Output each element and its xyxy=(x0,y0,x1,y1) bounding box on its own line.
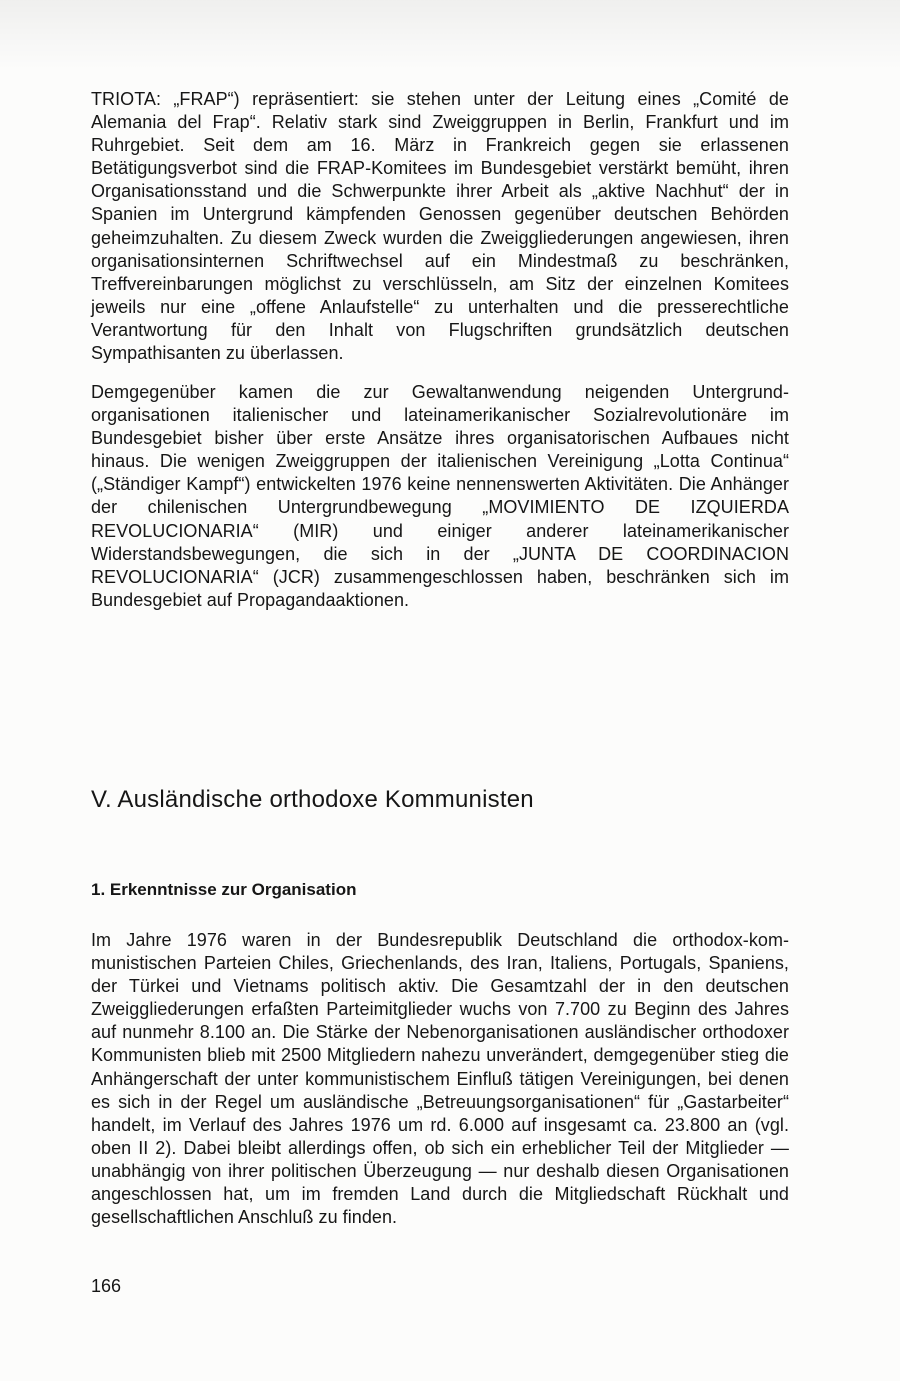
paragraph-underground-organisations: Demgegenüber kamen die zur Gewaltanwendung neigenden Untergrundorganisationen italienischer und lateinamerikanischer Sozialrevolutionäre im Bundesgebiet bisher über erste Ansätze ihres organisatorischen Aufbaues nicht hinaus. Die wenigen Zweiggruppen der italienischen Vereinigung „Lotta Continua“ („Ständiger Kampf“) entwickelten 1976 keine nennenswerten Aktivitäten. Die Anhänger der chilenischen Untergrundbewegung „MOVIMIENTO DE IZQUIERDA REVOLUCIONARIA“ (MIR) und einiger anderer lateinamerikanischer Widerstandsbewegungen, die sich in der „JUNTA DE COORDINACION REVOLUCIONARIA“ (JCR) zusammengeschlossen haben, beschränken sich im Bundesgebiet auf Propagandaaktionen. xyxy=(91,382,789,610)
subsection-heading: 1. Erkenntnisse zur Organisation xyxy=(91,880,357,899)
scan-shadow xyxy=(0,0,900,70)
section-heading: V. Ausländische orthodoxe Kommunisten xyxy=(91,786,534,813)
paragraph-organisation-findings: Im Jahre 1976 waren in der Bundesrepublik Deutschland die orthodox-kommunistischen Parteien Chiles, Griechenlands, des Iran, Italiens, Portugals, Spaniens, der Türkei und Vietnams politisch aktiv. Die Gesamtzahl der in den deutschen Zweiggliederungen erfaßten Parteimitglieder wuchs von 7.700 zu Beginn des Jahres auf nunmehr 8.100 an. Die Stärke der Nebenorganisationen ausländischer orthodoxer Kommunisten blieb mit 2500 Mitgliedern nahezu unverändert, demgegenüber stieg die Anhängerschaft der unter kommunistischem Einfluß tätigen Vereinigungen, bei denen es sich in der Regel um ausländische „Betreuungsorganisationen“ für „Gastarbeiter“ handelt, im Verlauf des Jahres 1976 um rd. 6.000 auf insgesamt ca. 23.800 an (vgl. oben II 2). Dabei bleibt allerdings offen, ob sich ein erheblicher Teil der Mitglieder — unabhängig von ihrer politischen Überzeugung — nur deshalb diesen Organisationen angeschlossen hat, um im fremden Land durch die Mitgliedschaft Rückhalt und gesellschaftlichen Anschluß zu finden. xyxy=(91,930,789,1228)
page-number: 166 xyxy=(91,1276,122,1296)
paragraph-frap: TRIOTA: „FRAP“) repräsentiert: sie stehen unter der Leitung eines „Comité de Alemania del Frap“. Relativ stark sind Zweiggruppen in Berlin, Frankfurt und im Ruhrgebiet. Seit dem am 16. März in Frankreich gegen sie erlassenen Betätigungsverbot sind die FRAP-Komitees im Bundesgebiet verstärkt bemüht, ihren Organisationsstand und die Schwerpunkte ihrer Arbeit als „aktive Nachhut“ der in Spanien im Untergrund kämpfenden Genossen gegenüber deutschen Behörden geheimzuhalten. Zu diesem Zweck wurden die Zweiggliederungen angewiesen, ihren organisationsinternen Schriftwechsel auf ein Mindestmaß zu beschränken, Treffvereinbarungen möglichst zu verschlüsseln, am Sitz der einzelnen Komitees jeweils nur eine „offene Anlaufstelle“ zu unterhalten und die presserechtliche Verantwortung für den Inhalt von Flugschriften grundsätzlich deutschen Sympathisanten zu überlassen. xyxy=(91,89,789,364)
